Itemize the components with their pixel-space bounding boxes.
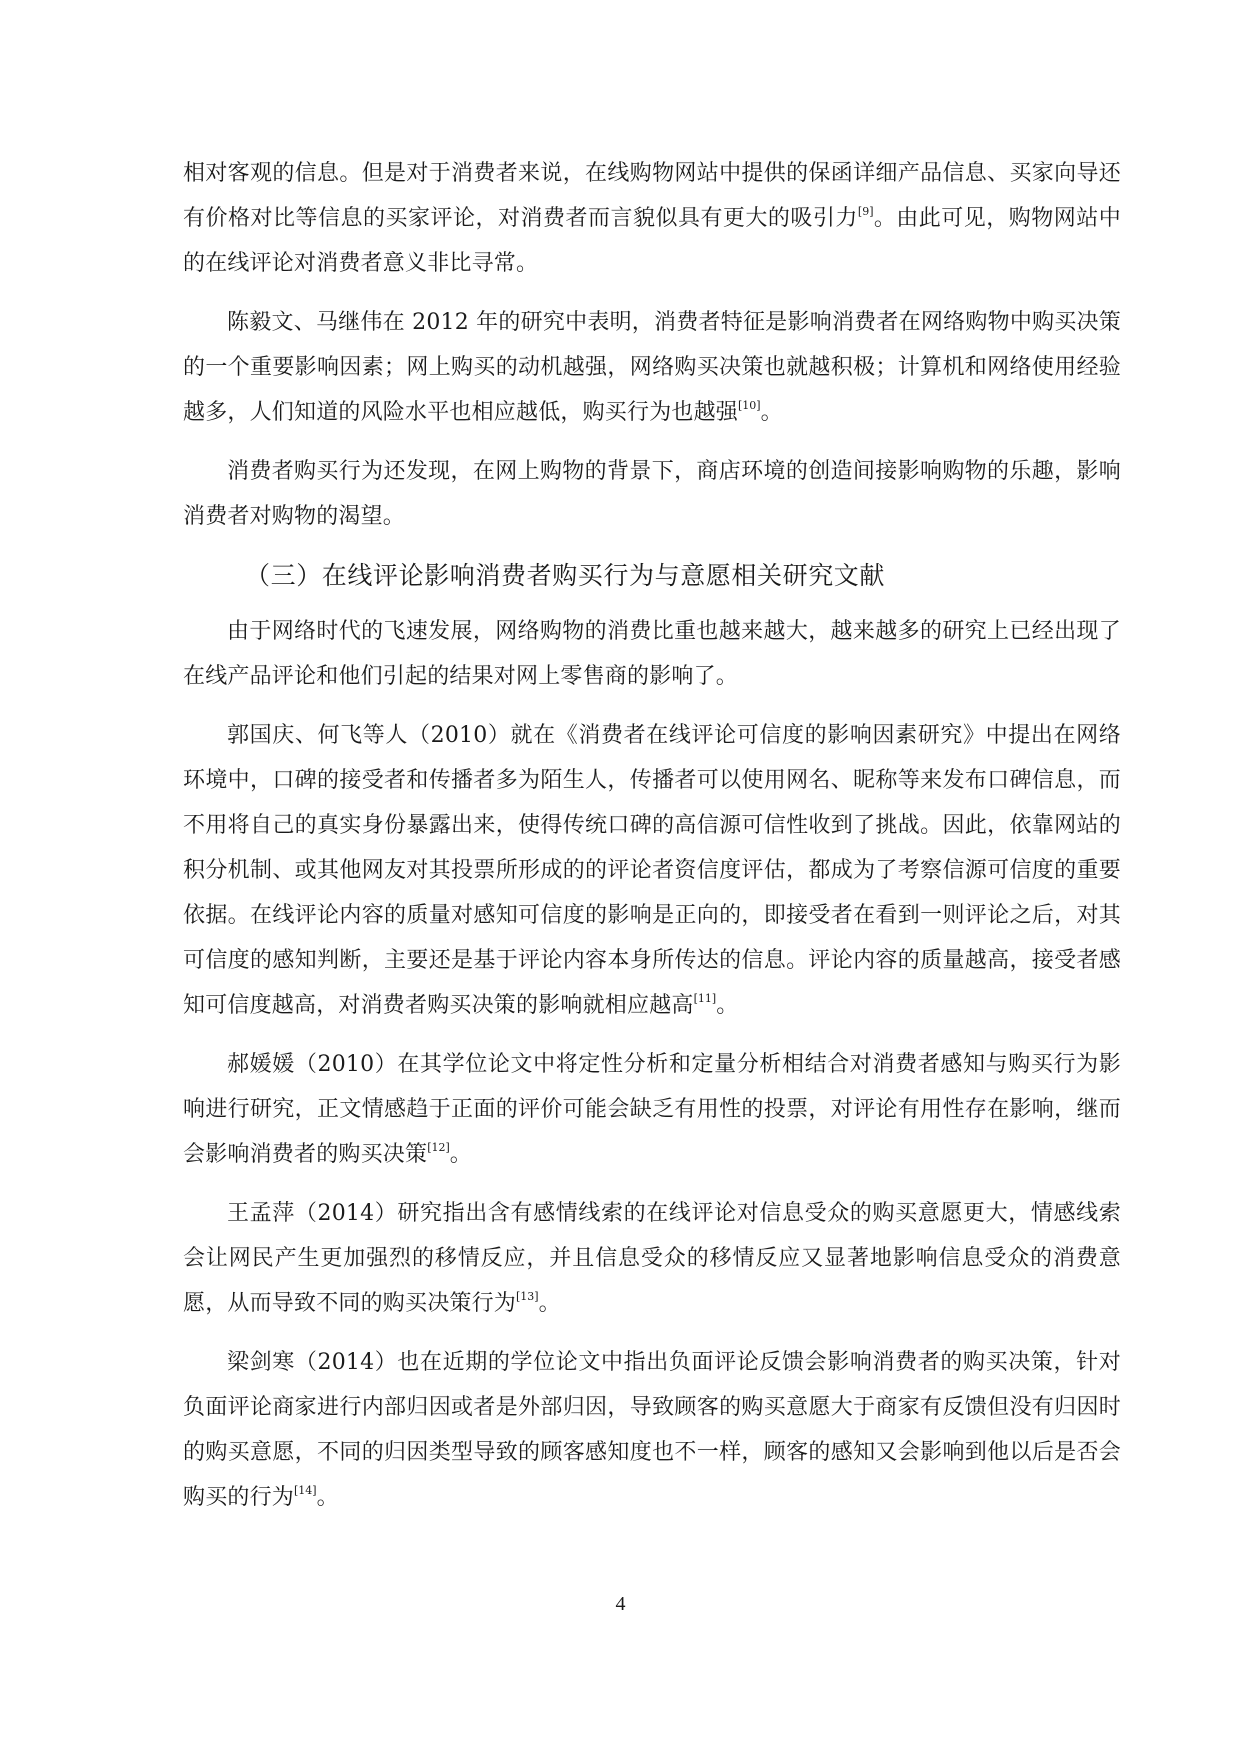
citation-ref: [10] [738, 398, 761, 412]
paragraph-text: 郭国庆、何飞等人（2010）就在《消费者在线评论可信度的影响因素研究》中提出在网络环境中，口碑的接受者和传播者多为陌生人，传播者可以使用网名、昵称等来发布口碑信息，而不用将自己的真实身份暴露出来，使得传统口碑的高信源可信性收到了挑战。因此，依靠网站的积分机制、或其他网友对其投票所形成的的评论者资信度评估，都成为了考察信源可信度的重要依据。在线评论内容的质量对感知可信度的影响是正向的，即接受者在看到一则评论之后，对其可信度的感知判断，主要还是基于评论内容本身所传达的信息。评论内容的质量越高，接受者感知可信度越高，对消费者购买决策的影响就相应越高 [183, 723, 1121, 1018]
paragraph-tail: 。 [449, 1142, 472, 1167]
paragraph [183, 449, 1121, 539]
paragraph [183, 609, 1121, 699]
paragraph [183, 1042, 1121, 1177]
paragraph-tail: 。 [538, 1291, 561, 1316]
paragraph-text: 由于网络时代的飞速发展，网络购物的消费比重也越来越大，越来越多的研究上已经出现了在线产品评论和他们引起的结果对网上零售商的影响了。 [183, 619, 1121, 689]
paragraph-text: 陈毅文、马继伟在 2012 年的研究中表明，消费者特征是影响消费者在网络购物中购买决策的一个重要影响因素；网上购买的动机越强，网络购买决策也就越积极；计算机和网络使用经验越多，人们知道的风险水平也相应越低，购买行为也越强 [183, 310, 1121, 425]
paragraph-text: 王孟萍（2014）研究指出含有感情线索的在线评论对信息受众的购买意愿更大，情感线索会让网民产生更加强烈的移情反应，并且信息受众的移情反应又显著地影响信息受众的消费意愿，从而导致不同的购买决策行为 [183, 1201, 1121, 1316]
citation-ref: [11] [693, 991, 717, 1005]
paragraph [183, 713, 1121, 1028]
paragraph-text: 消费者购买行为还发现，在网上购物的背景下，商店环境的创造间接影响购物的乐趣，影响消费者对购物的渴望。 [183, 459, 1121, 529]
page-body [183, 151, 1121, 1534]
paragraph-continuation [183, 151, 1121, 286]
paragraph-tail: 。 [716, 993, 739, 1018]
section-heading: （三）在线评论影响消费者购买行为与意愿相关研究文献 [245, 561, 886, 590]
paragraph-text: 郝媛媛（2010）在其学位论文中将定性分析和定量分析相结合对消费者感知与购买行为影响进行研究，正文情感趋于正面的评价可能会缺乏有用性的投票，对评论有用性存在影响，继而会影响消费者的购买决策 [183, 1052, 1121, 1167]
citation-ref: [12] [427, 1140, 450, 1154]
citation-ref: [9] [857, 204, 874, 218]
paragraph-tail: 。 [760, 400, 783, 425]
page-number: 4 [615, 1593, 626, 1615]
citation-ref: [13] [516, 1289, 539, 1303]
paragraph [183, 300, 1121, 435]
citation-ref: [14] [294, 1483, 317, 1497]
paragraph-tail: 。由此可见，购物网站中的在线评论对消费者意义非比寻常。 [183, 206, 1121, 276]
paragraph-tail: 。 [316, 1485, 339, 1510]
paragraph-text: 梁剑寒（2014）也在近期的学位论文中指出负面评论反馈会影响消费者的购买决策，针对负面评论商家进行内部归因或者是外部归因，导致顾客的购买意愿大于商家有反馈但没有归因时的购买意愿，不同的归因类型导致的顾客感知度也不一样，顾客的感知又会影响到他以后是否会购买的行为 [183, 1350, 1121, 1510]
paragraph-text: 相对客观的信息。但是对于消费者来说，在线购物网站中提供的保函详细产品信息、买家向导还有价格对比等信息的买家评论，对消费者而言貌似具有更大的吸引力 [183, 161, 1121, 231]
paragraph [183, 1191, 1121, 1326]
paragraph [183, 1340, 1121, 1520]
